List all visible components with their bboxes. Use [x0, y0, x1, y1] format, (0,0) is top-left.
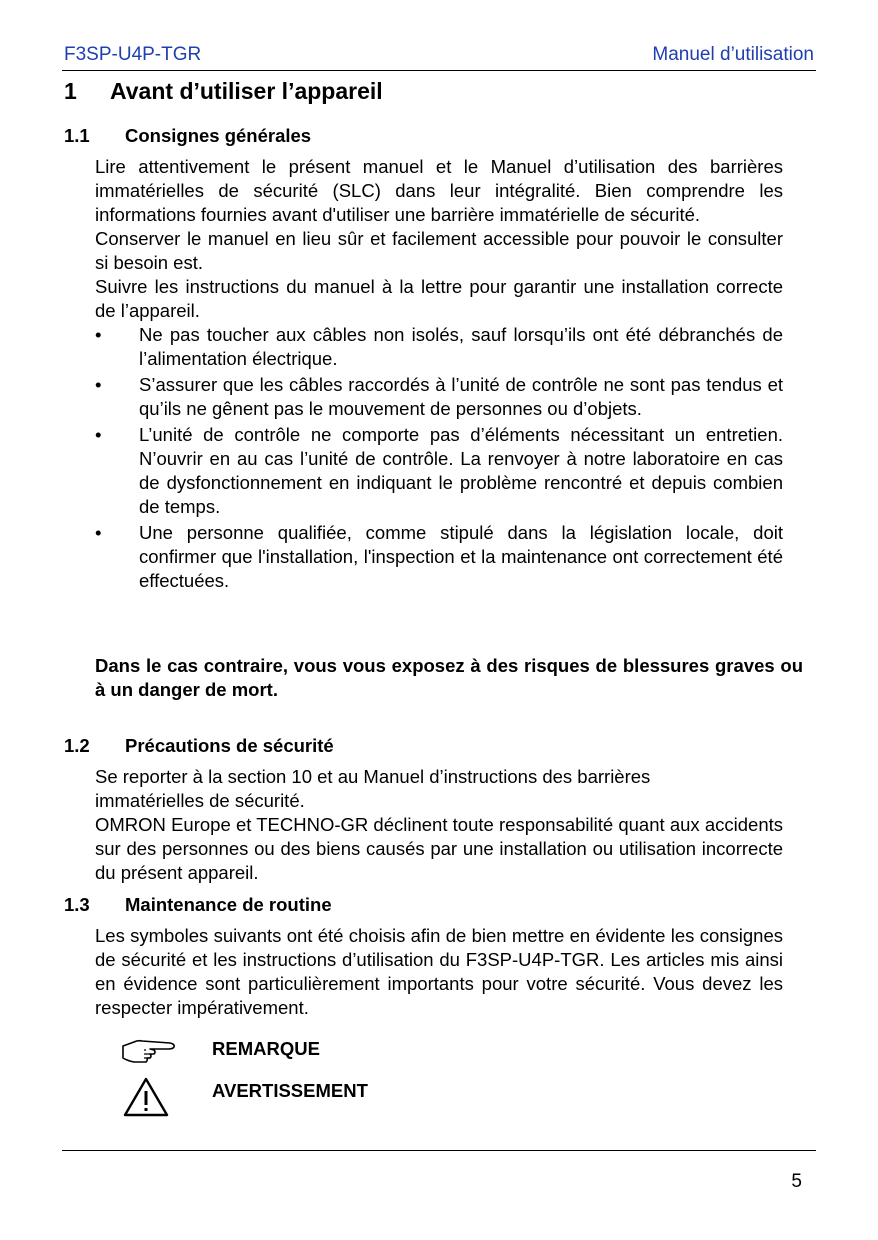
chapter-number: 1: [64, 78, 77, 104]
paragraph: OMRON Europe et TECHNO-GR déclinent toute responsabilité quant aux accidents sur des personnes ou des biens causés par une installation ou utilisation incorrecte du présent appareil.: [95, 814, 783, 883]
paragraph: Lire attentivement le présent manuel et le Manuel d’utilisation des barrières immatérielles de sécurité (SLC) dans leur intégralité. Bien comprendre les informations fournies avant d'utiliser une barrière immatérielle de sécurité.: [95, 156, 783, 225]
list-item-text: Ne pas toucher aux câbles non isolés, sauf lorsqu’ils ont été débranchés de l’alimentation électrique.: [139, 324, 783, 369]
symbol-label: REMARQUE: [212, 1038, 320, 1059]
section-number: 1.3: [64, 894, 90, 915]
list-item: [95, 323, 783, 371]
list-item-text: L’unité de contrôle ne comporte pas d’éléments nécessitant un entretien. N’ouvrir en au cas l’unité de contrôle. La renvoyer à notre laboratoire en cas de dysfonctionnement en indiquant le problème rencontré et depuis combien de temps.: [139, 424, 783, 517]
paragraph: Les symboles suivants ont été choisis afin de bien mettre en évidente les consignes de sécurité et les instructions d’utilisation du F3SP-U4P-TGR. Les articles mis ainsi en évidence sont particulièrement importants pour votre sécurité. Vous devez les respecter impérativement.: [95, 925, 783, 1018]
footer-divider: [62, 1150, 816, 1151]
list-item-text: Une personne qualifiée, comme stipulé dans la législation locale, doit confirmer que l'installation, l'inspection et la maintenance ont correctement été effectuées.: [139, 522, 783, 591]
section-heading-1-3: [64, 894, 332, 916]
pointing-hand-icon: [120, 1036, 180, 1071]
section-title: Maintenance de routine: [125, 894, 332, 915]
symbol-label: AVERTISSEMENT: [212, 1080, 368, 1101]
section-number: 1.1: [64, 125, 90, 146]
bullet-icon: •: [95, 522, 102, 543]
bullet-icon: •: [95, 374, 102, 395]
list-item: [95, 521, 783, 593]
paragraph: Conserver le manuel en lieu sûr et facilement accessible pour pouvoir le consulter si besoin est.: [95, 228, 783, 273]
header-divider: [62, 70, 816, 71]
bullet-icon: •: [95, 324, 102, 345]
safety-warning-text: Dans le cas contraire, vous vous exposez à des risques de blessures graves ou à un danger de mort.: [95, 655, 803, 700]
bullet-icon: •: [95, 424, 102, 445]
header-doc-code: F3SP-U4P-TGR: [64, 44, 202, 65]
list-item: [95, 373, 783, 421]
section-1-3-body: [95, 924, 783, 1020]
section-1-1-body: [95, 155, 783, 595]
section-heading-1-1: [64, 125, 311, 147]
list-item: [95, 423, 783, 519]
list-item-text: S’assurer que les câbles raccordés à l’unité de contrôle ne sont pas tendus et qu’ils ne gênent pas le mouvement de personnes ou d’objets.: [139, 374, 783, 419]
section-title: Précautions de sécurité: [125, 735, 334, 756]
bullet-list: [95, 323, 783, 593]
section-title: Consignes générales: [125, 125, 312, 146]
page-number: 5: [791, 1171, 802, 1192]
chapter-title: [64, 78, 383, 105]
paragraph: Se reporter à la section 10 et au Manuel d’instructions des barrières immatérielles de sécurité.: [95, 766, 651, 811]
header-doc-type: Manuel d’utilisation: [652, 44, 814, 65]
section-heading-1-2: [64, 735, 334, 757]
section-number: 1.2: [64, 735, 90, 756]
warning-triangle-icon: [122, 1076, 170, 1123]
paragraph: Suivre les instructions du manuel à la lettre pour garantir une installation correcte de l’appareil.: [95, 276, 783, 321]
chapter-title-text: Avant d’utiliser l’appareil: [110, 78, 383, 104]
section-1-2-body: [95, 765, 783, 885]
